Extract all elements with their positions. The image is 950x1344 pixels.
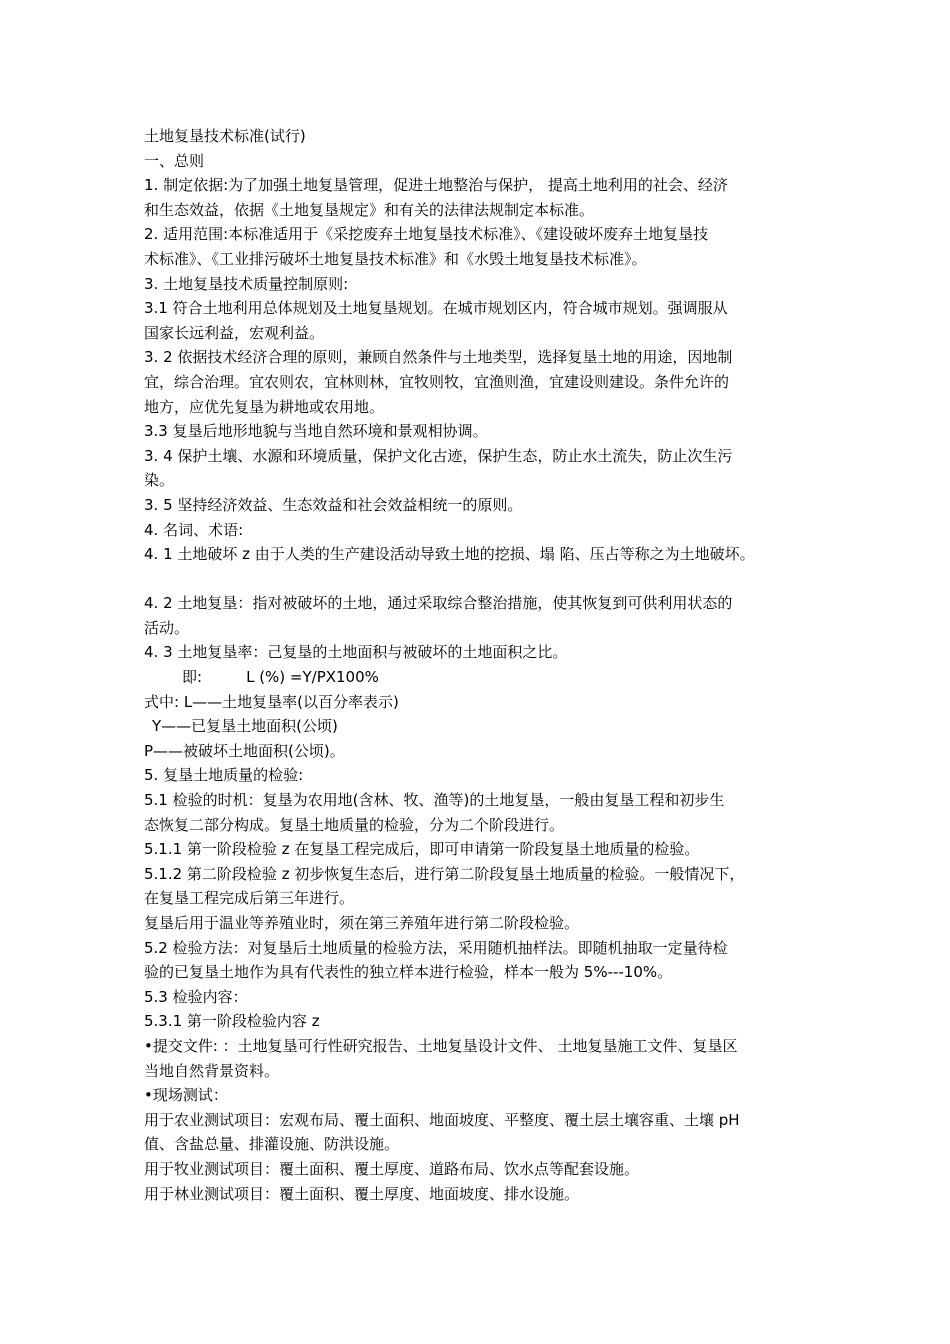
text-line: 5.1.2 第二阶段检验 z 初步恢复生态后，进行第二阶段复垦土地质量的检验。一般情况下， bbox=[144, 864, 745, 883]
text-line: 复垦后用于温业等养殖业时，须在第三养殖年进行第二阶段检验。 bbox=[144, 914, 580, 932]
text-line: 和生态效益，依据《土地复垦规定》和有关的法律法规制定本标准。 bbox=[144, 200, 595, 219]
text-line: Y——已复垦土地面积(公顷) bbox=[152, 717, 338, 736]
text-line: 染。 bbox=[144, 471, 175, 490]
text-line: 式中: L——土地复垦率(以百分率表示) bbox=[144, 692, 399, 711]
text-line: 1. 制定依据:为了加强土地复垦管理，促进土地整治与保护， 提高土地利用的社会、经济 bbox=[144, 176, 728, 195]
text-line: 在复垦工程完成后第三年进行。 bbox=[144, 889, 355, 908]
text-line: 5.1.1 第一阶段检验 z 在复垦工程完成后，即可申请第一阶段复垦土地质量的检验。 bbox=[144, 840, 700, 859]
text-line: 3.3 复垦后地形地貌与当地自然环境和景观相协调。 bbox=[144, 422, 488, 441]
text-line: 用于牧业测试项目：覆土面积、覆土厚度、道路布局、饮水点等配套设施。 bbox=[144, 1159, 640, 1178]
text-line: 宜，综合治理。宜农则农，宜林则林，宜牧则牧，宜渔则渔，宜建设则建设。条件允许的 bbox=[144, 372, 730, 391]
text-line: 地方，应优先复垦为耕地或农用地。 bbox=[144, 397, 385, 416]
text-line: 4. 3 土地复垦率：己复垦的土地面积与被破坏的土地面积之比。 bbox=[144, 643, 568, 662]
text-line: 5.3 检验内容： bbox=[144, 987, 248, 1006]
text-line: 5.2 检验方法：对复垦后土地质量的检验方法，采用随机抽样法。即随机抽取一定量待检 bbox=[144, 938, 728, 957]
text-line: 4. 1 土地破坏 z 由于人类的生产建设活动导致土地的挖损、塌 陷、压占等称之为土地破坏。 bbox=[144, 545, 755, 564]
text-line: 3. 4 保护土壤、水源和环境质量，保护文化古迹，保护生态，防止水土流失，防止次生污 bbox=[144, 446, 733, 465]
text-line: 活动。 bbox=[144, 618, 190, 637]
text-line: 值、含盐总量、排灌设施、防洪设施。 bbox=[144, 1135, 400, 1154]
text-line: 用于农业测试项目：宏观布局、覆土面积、地面坡度、平整度、覆土层土壤容重、土壤 pH bbox=[144, 1110, 740, 1129]
text-line: 5. 复垦土地质量的检验: bbox=[144, 766, 304, 785]
text-line: 5.3.1 第一阶段检验内容 z bbox=[144, 1012, 320, 1031]
text-line: 3.1 符合土地利用总体规划及土地复垦规划。在城市规划区内，符合城市规划。强调服从 bbox=[144, 299, 728, 318]
text-line: 一、总则 bbox=[144, 151, 205, 170]
text-line: 用于林业测试项目：覆土面积、覆土厚度、地面坡度、排水设施。 bbox=[144, 1184, 580, 1203]
text-line: 5.1 检验的时机：复垦为农用地(含林、牧、渔等)的土地复垦，一般由复垦工程和初步生 bbox=[144, 791, 725, 810]
document-page bbox=[144, 124, 834, 1206]
text-line: 术标准》、《工业排污破坏土地复垦技术标准》和《水毁土地复垦技术标准》。 bbox=[144, 249, 647, 268]
text-line: 国家长远利益，宏观利益。 bbox=[144, 323, 325, 342]
text-line: 3. 土地复垦技术质量控制原则: bbox=[144, 274, 349, 293]
text-line: 3. 5 坚持经济效益、生态效益和社会效益相统一的原则。 bbox=[144, 495, 523, 514]
text-line: 4. 2 土地复垦：指对被破坏的土地，通过采取综合整治措施，使其恢复到可供利用状态的 bbox=[144, 594, 733, 613]
formula-line bbox=[144, 665, 834, 690]
text-line: 3. 2 依据技术经济合理的原则，兼顾自然条件与土地类型，选择复垦土地的用途，因地制 bbox=[144, 348, 733, 367]
text-line: 4. 名词、术语: bbox=[144, 520, 244, 539]
document-title: 土地复垦技术标准(试行) bbox=[144, 127, 306, 145]
text-line: 当地自然背景资料。 bbox=[144, 1061, 280, 1080]
formula-expression: L (%) =Y/PX100% bbox=[246, 668, 379, 687]
text-line: P——被破坏土地面积(公顷)。 bbox=[144, 741, 345, 760]
text-line: •提交文件: ：土地复垦可行性研究报告、土地复垦设计文件、 土地复垦施工文件、复垦区 bbox=[144, 1036, 738, 1055]
blank-line bbox=[144, 567, 834, 592]
formula-prefix: 即: bbox=[182, 668, 203, 687]
text-line: 验的已复垦土地作为具有代表性的独立样本进行检验，样本一般为 5%---10%。 bbox=[144, 963, 673, 982]
text-line: •现场测试： bbox=[144, 1086, 228, 1105]
text-line: 2. 适用范围:本标准适用于《采挖废弃土地复垦技术标准》、《建设破坏废弃土地复垦技 bbox=[144, 225, 709, 244]
text-line: 态恢复二部分构成。复垦土地质量的检验，分为二个阶段进行。 bbox=[144, 815, 565, 834]
